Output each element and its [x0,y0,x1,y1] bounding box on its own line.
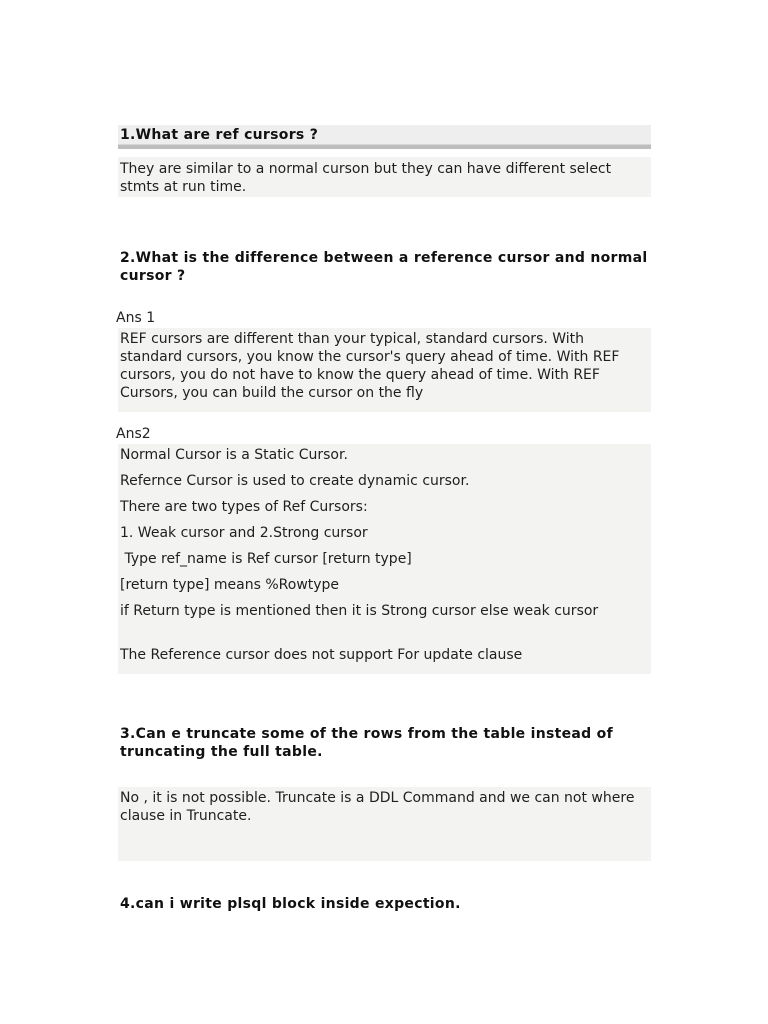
question-2-title: 2.What is the difference between a reference cursor and normal cursor ? [120,250,648,284]
answer-2-line: if Return type is mentioned then it is Strong cursor else weak cursor [120,603,599,619]
answer-2-box [118,444,651,674]
answer-2-label: Ans2 [116,426,151,442]
answer-1-label: Ans 1 [116,310,156,326]
divider [118,144,651,149]
answer-2-line: Type ref_name is Ref cursor [return type] [120,551,412,567]
answer-2-line: 1. Weak cursor and 2.Strong cursor [120,525,368,541]
answer-1-box [118,328,651,412]
answer-2-line: The Reference cursor does not support For update clause [120,647,523,663]
question-1-title: 1.What are ref cursors ? [120,127,319,143]
question-3-answer-box [118,787,651,861]
answer-1-text: REF cursors are different than your typical, standard cursors. With standard cursors, you know the cursor's query ahead of time. With REF cursors, you do not have to know the query ahead of time. With REF Cursors, you can build the cursor on the fly [120,331,620,401]
question-1-answer: They are similar to a normal curson but they can have different select stmts at run time. [120,161,612,195]
question-3-answer: No , it is not possible. Truncate is a DDL Command and we can not where clause in Truncate. [120,790,635,824]
answer-2-line: Normal Cursor is a Static Cursor. [120,447,348,463]
answer-2-line: There are two types of Ref Cursors: [120,499,368,515]
question-1-answer-box [118,157,651,197]
question-4-title: 4.can i write plsql block inside expection. [120,896,461,912]
answer-2-line: Refernce Cursor is used to create dynamic cursor. [120,473,470,489]
answer-2-line: [return type] means %Rowtype [120,577,340,593]
question-3-title: 3.Can e truncate some of the rows from the table instead of truncating the full table. [120,726,613,760]
